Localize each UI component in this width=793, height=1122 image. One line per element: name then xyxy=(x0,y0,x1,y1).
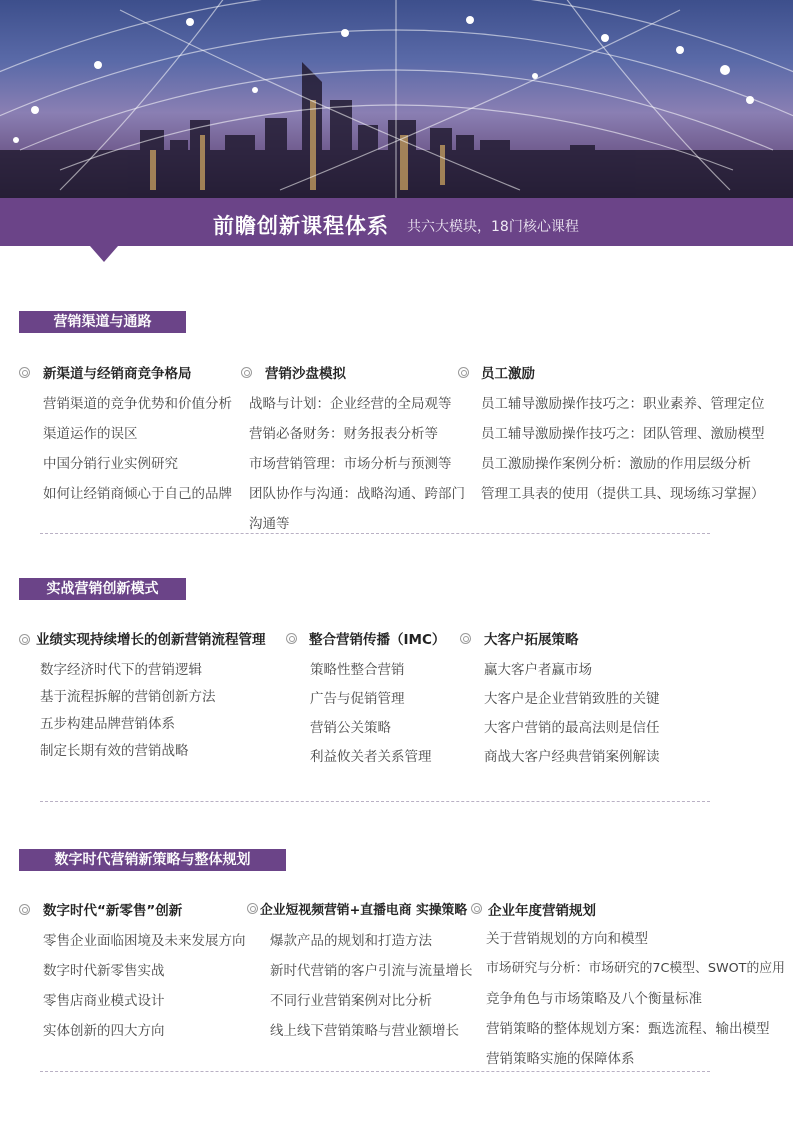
circle-bullet-icon xyxy=(241,367,252,378)
module-item: 大客户营销的最高法则是信任 xyxy=(484,720,660,736)
circle-bullet-icon xyxy=(286,633,297,644)
module-item: 市场营销管理：市场分析与预测等 xyxy=(249,456,452,472)
section-divider xyxy=(40,801,710,802)
section-tag: 数字时代营销新策略与整体规划 xyxy=(19,849,286,871)
module-title: 数字时代“新零售”创新 xyxy=(43,903,183,919)
module-item: 营销渠道的竞争优势和价值分析 xyxy=(43,396,232,412)
module-item: 制定长期有效的营销战略 xyxy=(40,743,189,759)
circle-bullet-icon xyxy=(19,367,30,378)
module-item: 员工辅导激励操作技巧之：团队管理、激励模型 xyxy=(481,426,765,442)
module-item: 员工激励操作案例分析：激励的作用层级分析 xyxy=(481,456,751,472)
module-item: 中国分销行业实例研究 xyxy=(43,456,178,472)
module-item: 如何让经销商倾心于自己的品牌 xyxy=(43,486,232,502)
module-item: 实体创新的四大方向 xyxy=(43,1023,165,1039)
module-item: 大客户是企业营销致胜的关键 xyxy=(484,691,660,707)
circle-bullet-icon xyxy=(460,633,471,644)
module-item: 营销必备财务：财务报表分析等 xyxy=(249,426,438,442)
circle-bullet-icon xyxy=(458,367,469,378)
hero-cityscape-image xyxy=(0,0,793,205)
module-item: 关于营销规划的方向和模型 xyxy=(486,931,648,947)
module-item: 赢大客户者赢市场 xyxy=(484,662,592,678)
module-item: 渠道运作的误区 xyxy=(43,426,138,442)
module-title: 企业短视频营销+直播电商 实操策略 xyxy=(260,903,468,918)
module-item: 零售企业面临困境及未来发展方向 xyxy=(43,933,246,949)
section-tag: 实战营销创新模式 xyxy=(19,578,186,600)
module-item: 策略性整合营销 xyxy=(310,662,405,678)
module-item: 数字经济时代下的营销逻辑 xyxy=(40,662,202,678)
module-item: 商战大客户经典营销案例解读 xyxy=(484,749,660,765)
section-divider xyxy=(40,533,710,534)
circle-bullet-icon xyxy=(471,903,482,914)
module-item: 管理工具表的使用（提供工具、现场练习掌握） xyxy=(481,486,765,502)
circle-bullet-icon xyxy=(19,634,30,645)
module-title: 业绩实现持续增长的创新营销流程管理 xyxy=(36,632,266,648)
module-item: 战略与计划：企业经营的全局观等 xyxy=(249,396,452,412)
module-item: 线上线下营销策略与营业额增长 xyxy=(270,1023,459,1039)
module-item: 利益攸关者关系管理 xyxy=(310,749,432,765)
module-title: 大客户拓展策略 xyxy=(484,632,579,648)
module-item: 五步构建品牌营销体系 xyxy=(40,716,175,732)
circle-bullet-icon xyxy=(247,903,258,914)
module-item: 广告与促销管理 xyxy=(310,691,405,707)
module-item: 营销策略实施的保障体系 xyxy=(486,1051,635,1067)
module-item: 基于流程拆解的营销创新方法 xyxy=(40,689,216,705)
module-item: 团队协作与沟通：战略沟通、跨部门 xyxy=(249,486,465,502)
module-title: 员工激励 xyxy=(481,366,535,382)
module-item: 新时代营销的客户引流与流量增长 xyxy=(270,963,473,979)
module-item: 员工辅导激励操作技巧之：职业素养、管理定位 xyxy=(481,396,765,412)
circle-bullet-icon xyxy=(19,904,30,915)
module-item: 不同行业营销案例对比分析 xyxy=(270,993,432,1009)
module-item: 零售店商业模式设计 xyxy=(43,993,165,1009)
banner-pointer xyxy=(90,246,118,262)
section-tag: 营销渠道与通路 xyxy=(19,311,186,333)
module-item: 爆款产品的规划和打造方法 xyxy=(270,933,432,949)
page-subtitle: 共六大模块，18门核心课程 xyxy=(407,219,579,235)
module-item: 数字时代新零售实战 xyxy=(43,963,165,979)
module-title: 整合营销传播（IMC） xyxy=(309,632,446,648)
header-banner xyxy=(0,198,793,246)
page-title: 前瞻创新课程体系 xyxy=(213,214,389,238)
module-title: 新渠道与经销商竞争格局 xyxy=(43,366,192,382)
module-item: 沟通等 xyxy=(249,516,290,532)
module-item: 营销公关策略 xyxy=(310,720,391,736)
module-title: 企业年度营销规划 xyxy=(488,903,596,919)
module-item: 竞争角色与市场策略及八个衡量标准 xyxy=(486,991,702,1007)
module-item: 营销策略的整体规划方案：甄选流程、输出模型 xyxy=(486,1021,770,1037)
section-divider xyxy=(40,1071,710,1072)
module-title: 营销沙盘模拟 xyxy=(265,366,346,382)
module-item: 市场研究与分析：市场研究的7C模型、SWOT的应用 xyxy=(486,961,785,976)
